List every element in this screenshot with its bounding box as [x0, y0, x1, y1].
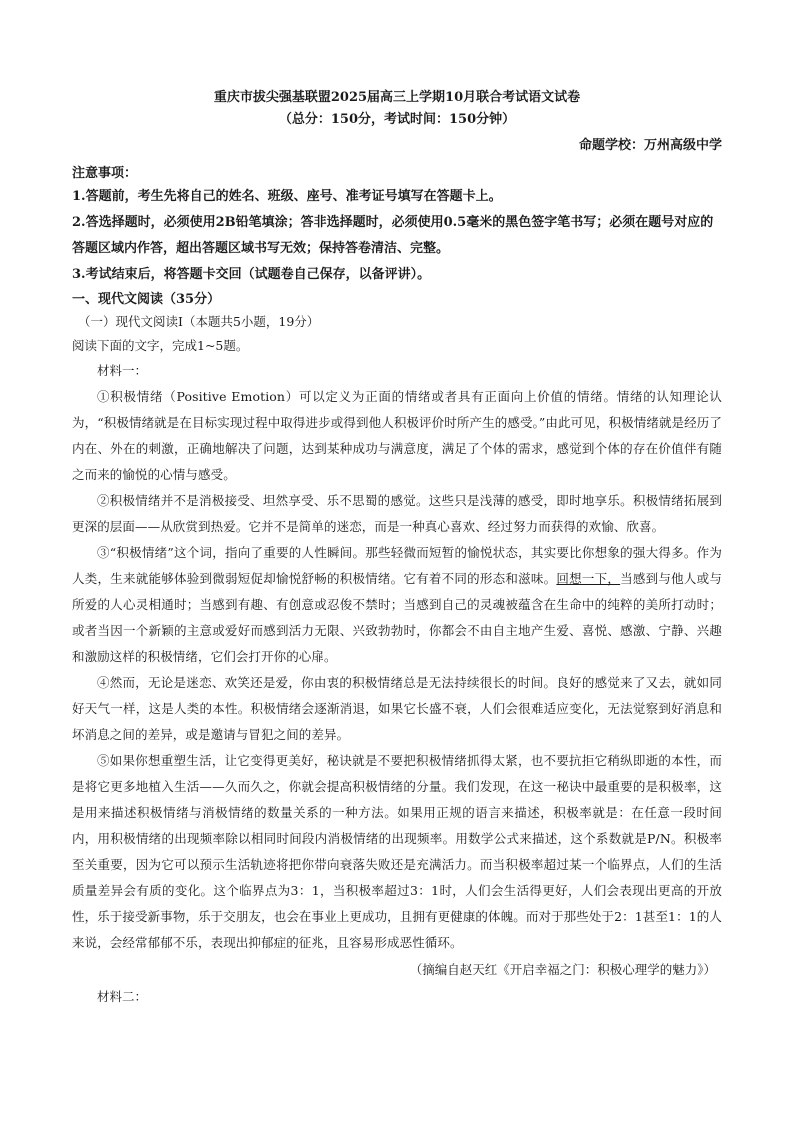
paragraph-1: ①积极情绪（Positive Emotion）可以定义为正面的情绪或者具有正面向上价值的情绪。情绪的认知理论认为，“积极情绪就是在目标实现过程中取得进步或得到他人积极评价时所产生的感受。”由此可见，积极情绪就是经历了内在、外在的刺激，正确地解决了问题，达到某种成功与满意度，满足了个体的需求，感觉到个体的存在价值伴有随之而来的愉悦的心情与感受。	[72, 389, 722, 482]
material-one-label: 材料一：	[97, 363, 148, 378]
note-item-2: 2.答选择题时，必须使用2B铅笔填涂；答非选择题时，必须使用0.5毫米的黑色签字笔书写；必须在题号对应的答题区域内作答，超出答题区域书写无效；保持答卷清洁、完整。	[72, 215, 714, 256]
paragraph-3-part-a: ③“积极情绪”这个词，指向了重要的人性瞬间。那些轻微而短暂的愉悦状态，其实要比你想象的强大得多。作为人类，生来就能够体验到微弱短促却愉悦舒畅的积极情绪。它有着不同的形态和滋味。	[72, 545, 722, 586]
underlined-phrase: 回想一下，	[556, 571, 621, 586]
reading-instruction: 阅读下面的文字，完成1~5题。	[72, 338, 249, 353]
source-citation: （摘编自赵天红《开启幸福之门：积极心理学的魅力》）	[409, 962, 716, 977]
note-item-3: 3.考试结束后，将答题卡交回（试题卷自己保存，以备评讲）。	[72, 267, 431, 282]
exam-subtitle: （总分：150分，考试时间：150分钟）	[278, 112, 516, 127]
notes-heading: 注意事项：	[72, 166, 138, 181]
part-title: （一）现代文阅读Ⅰ（本题共5小题，19分）	[78, 314, 320, 329]
note-item-1: 1.答题前，考生先将自己的姓名、班级、座号、准考证号填写在答题卡上。	[72, 189, 502, 204]
material-two-label: 材料二：	[97, 989, 148, 1004]
paragraph-2: ②积极情绪并不是消极接受、坦然享受、乐不思蜀的感觉。这些只是浅薄的感受，即时地享乐。积极情绪拓展到更深的层面——从欣赏到热爱。它并不是简单的迷恋，而是一种真心喜欢、经过努力而获得的欢愉、欣喜。	[72, 493, 722, 534]
paragraph-3-part-b: 当感到与他人或与所爱的人心灵相通时；当感到有趣、有创意或忍俊不禁时；当感到自己的灵魂被蕴含在生命中的纯粹的美所打动时；或者当因一个新颖的主意或爱好而感到活力无限、兴致勃勃时，你都会不由自主地产生爱、喜悦、感激、宁静、兴趣和激励这样的积极情绪，它们会打开你的心扉。	[72, 571, 722, 664]
paragraph-3	[72, 540, 722, 670]
paragraph-4: ④然而，无论是迷恋、欢笑还是爱，你由衷的积极情绪总是无法持续很长的时间。良好的感觉来了又去，就如同好天气一样，这是人类的本性。积极情绪会逐渐消退，如果它长盛不衰，人们会很难适应变化，无法觉察到好消息和坏消息之间的差异，或是邀请与冒犯之间的差异。	[72, 675, 722, 742]
exam-title: 重庆市拔尖强基联盟2025届高三上学期10月联合考试语文试卷	[213, 90, 581, 105]
paragraph-5: ⑤如果你想重塑生活，让它变得更美好，秘诀就是不要把积极情绪抓得太紧，也不要抗拒它稍纵即逝的本性，而是将它更多地植入生活——久而久之，你就会提高积极情绪的分量。我们发现，在这一秘诀中最重要的是积极率，这是用来描述积极情绪与消极情绪的数量关系的一种方法。如果用正规的语言来描述，积极率就是：在任意一段时间内，用积极情绪的出现频率除以相同时间段内消极情绪的出现频率。用数学公式来描述，这个系数就是P/N。积极率至关重要，因为它可以预示生活轨迹将把你带向衰落失败还是充满活力。而当积极率超过某一个临界点，人们的生活质量差异会有质的变化。这个临界点为3：1，当积极率超过3：1时，人们会生活得更好，人们会表现出更高的开放性，乐于接受新事物，乐于交朋友，也会在事业上更成功，且拥有更健康的体魄。而对于那些处于2：1甚至1：1的人来说，会经常郁郁不乐，表现出抑郁症的征兆，且容易形成恶性循环。	[72, 753, 722, 950]
section-title: 一、现代文阅读（35分）	[72, 292, 221, 307]
setter-school: 命题学校：万州高级中学	[578, 138, 722, 153]
